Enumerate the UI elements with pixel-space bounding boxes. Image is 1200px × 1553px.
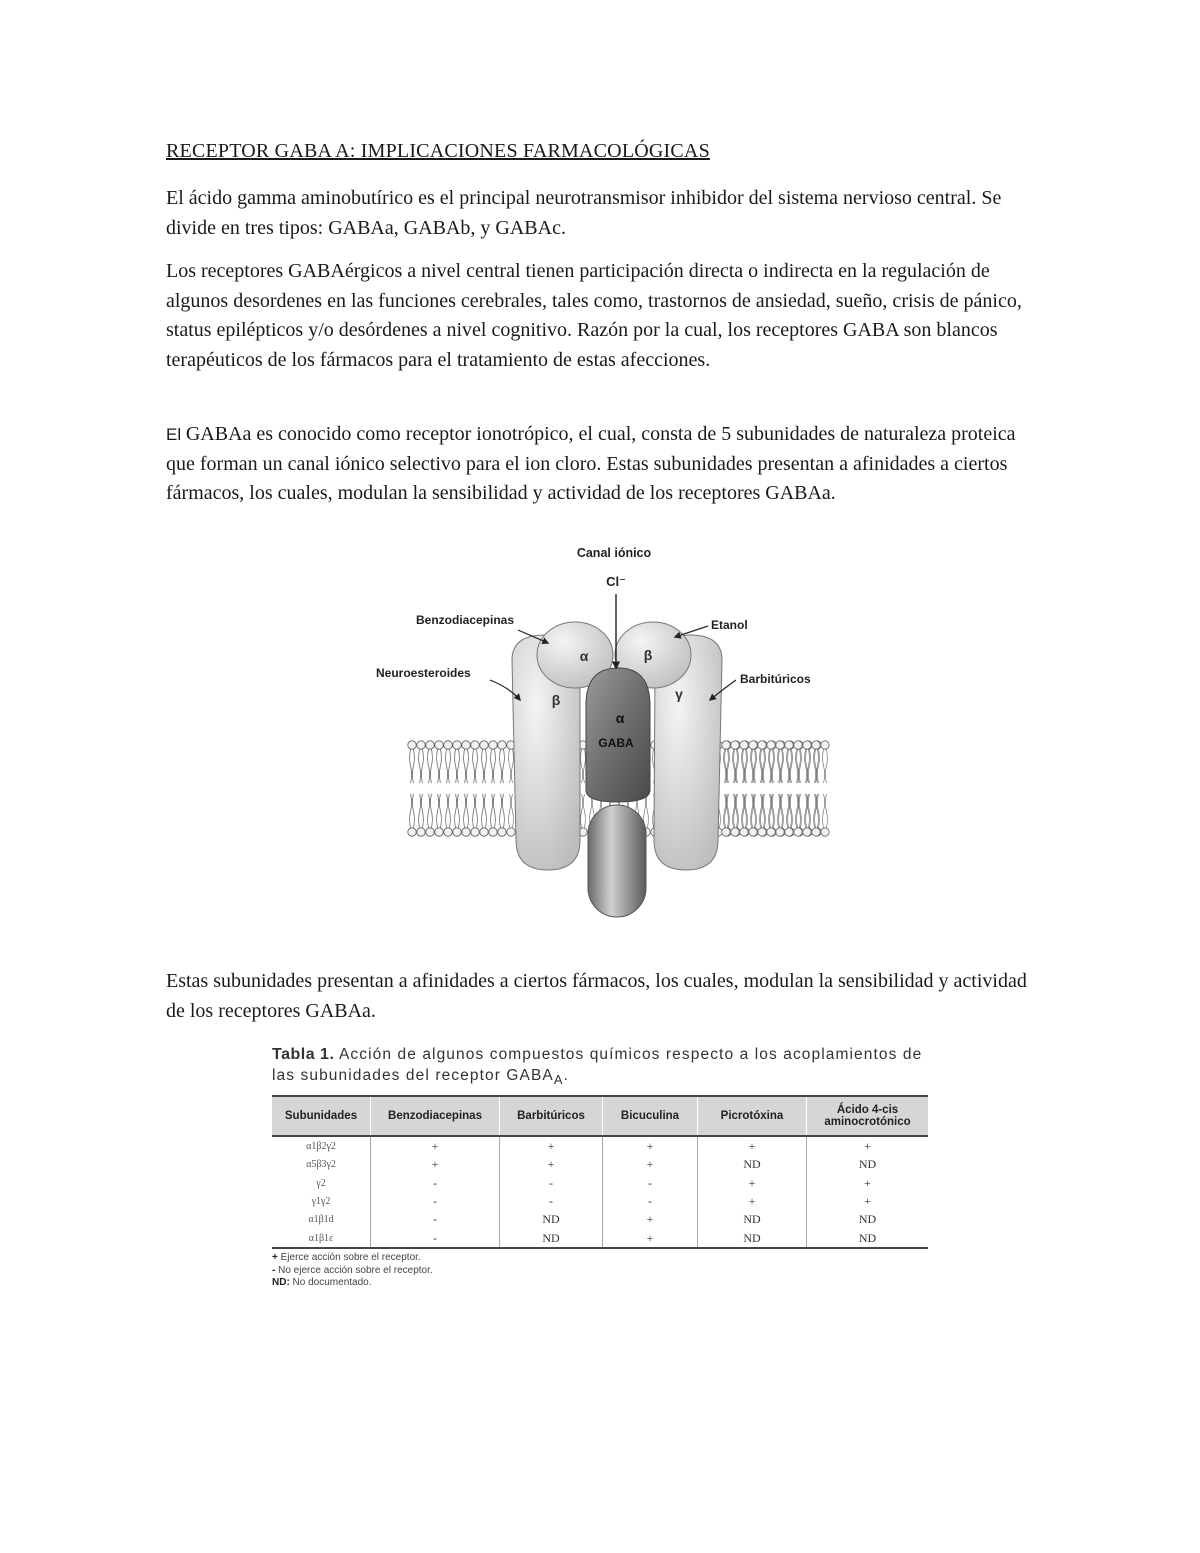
note-key: ND: <box>272 1277 290 1289</box>
channel-bottom-segment <box>588 805 646 917</box>
table-cell: + <box>698 1192 807 1210</box>
table-cell: + <box>698 1136 807 1155</box>
table-row <box>272 1229 928 1248</box>
table-caption-label: Tabla 1. <box>272 1046 335 1063</box>
header-acido-aminocrotonico: Ácido 4-cis aminocrotónico <box>807 1096 929 1136</box>
paragraph-affinities: Estas subunidades presentan a afinidades a ciertos fármacos, los cuales, modulan la sensibilidad y actividad de los receptores GABAa. <box>166 970 1027 1022</box>
header-benzodiacepinas: Benzodiacepinas <box>371 1096 500 1136</box>
paragraph-intro: El ácido gamma aminobutírico es el principal neurotransmisor inhibidor del sistema nervioso central. Se divide en tres tipos: GABAa, GABAb, y GABAc. <box>166 187 1002 239</box>
table-cell: ND <box>698 1211 807 1229</box>
table-cell: + <box>864 1138 871 1153</box>
table-cell: - <box>371 1192 500 1210</box>
table-cell: - <box>371 1229 500 1248</box>
label-neuroesteroides: Neuroesteroides <box>376 666 471 680</box>
table-cell-subunit: γ2 <box>272 1174 371 1192</box>
table-row <box>272 1192 928 1210</box>
table-caption-subscript: A <box>553 1072 564 1088</box>
table-header-row <box>272 1096 928 1136</box>
header-subunidades: Subunidades <box>272 1096 371 1136</box>
label-benzodiacepinas: Benzodiacepinas <box>416 613 515 627</box>
table-cell-subunit: γ1γ2 <box>272 1192 371 1210</box>
table-cell-subunit: α5β3γ2 <box>272 1155 371 1173</box>
table-cell: + <box>603 1211 698 1229</box>
header-barbituricos: Barbitúricos <box>500 1096 603 1136</box>
header-picrotoxina: Picrotóxina <box>698 1096 807 1136</box>
note-key: - <box>272 1264 276 1276</box>
table-cell: + <box>698 1174 807 1192</box>
table-cell: + <box>371 1136 500 1155</box>
note-key: + <box>272 1252 278 1264</box>
document-title: RECEPTOR GABA A: IMPLICACIONES FARMACOLÓGICAS <box>166 140 710 162</box>
label-etanol: Etanol <box>711 618 748 632</box>
paragraph-gabaa-body: GABAa es conocido como receptor ionotrópico, el cual, consta de 5 subunidades de naturaleza proteica que forman un canal iónico selectivo para el ion cloro. Estas subunidades presentan a afinidades a ciertos fármacos, los cuales, modulan la sensibilidad y actividad de los receptores GABAa. <box>166 423 1016 504</box>
table-cell-subunit: α1β2γ2 <box>272 1136 371 1155</box>
table-cell: + <box>603 1229 698 1248</box>
table-caption-text: Acción de algunos compuestos químicos respecto a los acoplamientos de las subunidades del receptor GABA <box>272 1046 923 1084</box>
table-cell: ND <box>858 1157 877 1172</box>
table-cell: ND <box>858 1212 877 1227</box>
table-row <box>272 1136 928 1155</box>
table-cell: + <box>371 1155 500 1173</box>
label-alpha-top: α <box>579 648 589 664</box>
table-cell: + <box>864 1175 871 1190</box>
note-text: No ejerce acción sobre el receptor. <box>275 1264 433 1276</box>
note-text: Ejerce acción sobre el receptor. <box>277 1252 421 1264</box>
label-beta-top: β <box>643 647 653 663</box>
gaba-receptor-diagram <box>370 540 830 925</box>
table-row <box>272 1155 928 1173</box>
subunit-alpha-center <box>586 668 650 802</box>
table-body <box>272 1136 928 1248</box>
paragraph-gabaa <box>166 420 1046 509</box>
subunits-table <box>272 1095 928 1249</box>
label-beta-left: β <box>551 692 561 708</box>
header-bicuculina: Bicuculina <box>603 1096 698 1136</box>
table-cell: + <box>864 1193 871 1208</box>
table-notes <box>272 1252 932 1290</box>
label-chloride-ion: Cl⁻ <box>606 574 626 589</box>
label-gaba: GABA <box>598 736 634 750</box>
table-cell: - <box>371 1174 500 1192</box>
table-cell: ND <box>500 1229 603 1248</box>
table-cell: + <box>603 1155 698 1173</box>
note-row <box>272 1277 932 1290</box>
paragraph-receptors: Los receptores GABAérgicos a nivel central tienen participación directa o indirecta en la regulación de algunos desordenes en las funciones cerebrales, tales como, trastornos de ansiedad, sueño, crisis de pánico, status epilépticos y/o desórdenes a nivel cognitivo. Razón por la cual, los receptores GABA son blancos terapéuticos de los fármacos para el tratamiento de estas afecciones. <box>166 260 1022 371</box>
table-row <box>272 1174 928 1192</box>
table-cell: ND <box>807 1229 929 1248</box>
table-cell: ND <box>698 1155 807 1173</box>
table-cell: - <box>603 1174 698 1192</box>
table-cell: - <box>500 1174 603 1192</box>
table-cell-subunit: α1β1d <box>272 1211 371 1229</box>
label-gamma-right: γ <box>675 686 683 702</box>
table-cell: + <box>500 1136 603 1155</box>
table-cell: - <box>371 1211 500 1229</box>
table-cell: ND <box>698 1229 807 1248</box>
note-row <box>272 1252 932 1265</box>
table-caption-end: . <box>563 1067 570 1084</box>
table-cell: - <box>500 1192 603 1210</box>
table-cell: + <box>603 1136 698 1155</box>
table-cell: + <box>500 1155 603 1173</box>
label-barbituricos: Barbitúricos <box>740 672 811 686</box>
table-cell: - <box>603 1192 698 1210</box>
label-canal-ionico: Canal iónico <box>576 546 652 560</box>
label-alpha-center: α <box>615 710 625 726</box>
note-row <box>272 1265 932 1278</box>
table-cell-subunit: α1β1ε <box>272 1229 371 1248</box>
table-cell: ND <box>500 1211 603 1229</box>
table-block <box>272 1044 932 1290</box>
table-caption <box>272 1044 932 1090</box>
table-row <box>272 1211 928 1229</box>
note-text: No documentado. <box>289 1277 372 1289</box>
paragraph-gabaa-lead: El <box>166 425 186 444</box>
